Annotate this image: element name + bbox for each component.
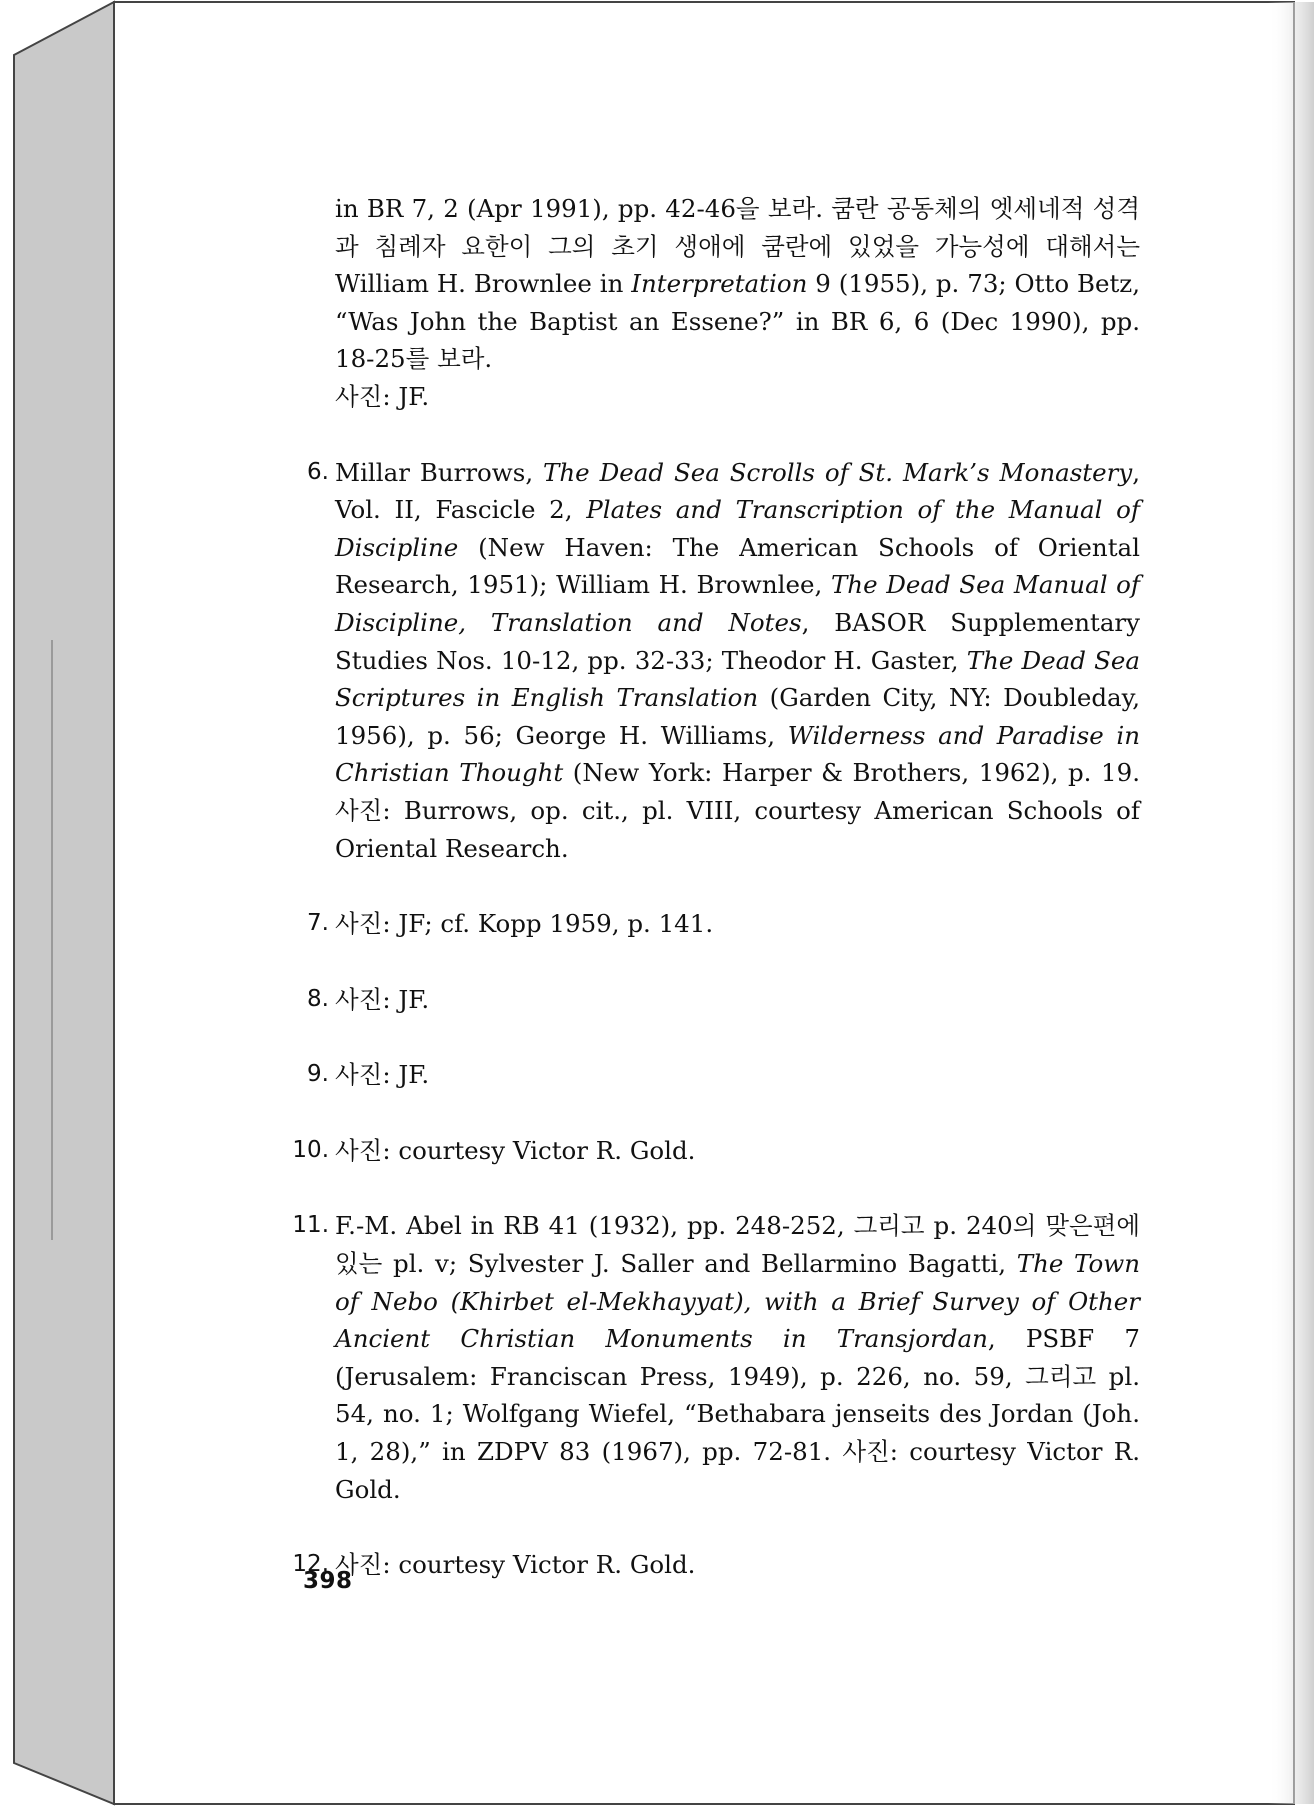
footnote-text [335,981,1140,1019]
footnote-text-segment: (Garden City, NY: Doubleday, 1956), p. 56; George H. Williams, [335,683,1140,750]
footnote-10 [292,1132,1140,1170]
page-number: 398 [303,1568,353,1594]
footnote-text-segment: , BASOR Supplementary Studies Nos. 10-12, pp. 32-33; Theodor H. Gaster, [335,607,1140,675]
footnote-text [335,1546,1140,1584]
footnote-text [335,1132,1140,1170]
footnote-text-segment: 사진: courtesy Victor R. Gold. [335,1135,696,1165]
footnote-text-segment: F.-M. Abel in RB 41 (1932), pp. 248-252, 그리고 p. 240의 맞은편에 있는 pl. v; Sylvester J. Saller and Bellarmino Bagatti, [335,1211,1140,1279]
page-right-shadow [1268,2,1314,1804]
footnote-number: 9. [307,1061,329,1088]
footnote-text-segment: Millar Burrows, [335,457,544,487]
footnote-number: 7. [307,910,329,937]
footnote-text [335,1056,1140,1094]
continued-note [335,190,1140,416]
footnote-7 [307,905,1140,943]
footnote-number: 12. [292,1551,329,1578]
footnote-number: 11. [292,1212,329,1239]
footnote-text-segment: 사진: JF; cf. Kopp 1959, p. 141. [335,909,714,939]
footnote-text [335,1207,1140,1508]
footnote-number: 8. [307,985,329,1012]
continued-text-b: 9 (1955), p. 73; Otto Betz, “Was John the Baptist an Essene?” in BR 6, 6 (Dec 1990), pp. 18-25를 보라. [335,269,1140,374]
footnote-8 [307,981,1140,1019]
footnote-text-segment: 사진: JF. [335,1060,430,1090]
footnote-title-italic: The Dead Sea Scrolls of St. Mark’s Monastery [543,457,1133,487]
continued-text-a: in BR 7, 2 (Apr 1991), pp. 42-46을 보라. 쿰란 공동체의 엣세네적 성격과 침례자 요한이 그의 초기 생애에 쿰란에 있었을 가능성에 대해서는 William H. Brownlee in [335,194,1140,299]
footnote-text-segment: , PSBF 7 (Jerusalem: Franciscan Press, 1949), p. 226, no. 59, 그리고 pl. 54, no. 1; Wolfgang Wiefel, “Bethabara jenseits des Jordan (Joh. 1, 28),” in ZDPV 83 (1967), pp. 72-81. 사진: courtesy Victor R. Gold. [335,1324,1140,1504]
footnote-number: 6. [307,458,329,485]
footnote-title-italic: The Town of Nebo (Khirbet el-Mekhayyat), with a Brief Survey of Other Ancient Christian Monuments in Transjordan [335,1249,1140,1354]
footnote-text [335,905,1140,943]
footnote-text-segment: , Vol. II, Fascicle 2, [335,457,1140,525]
continued-photo-credit: 사진: JF. [335,381,430,411]
footnote-text-segment: (New York: Harper & Brothers, 1962), p. 19. 사진: Burrows, op. cit., pl. VIII, courtesy American Schools of Oriental Research. [335,758,1140,863]
footnote-6 [307,454,1140,868]
footnote-9 [307,1056,1140,1094]
book-spine [14,2,114,1804]
footnote-title-italic: The Dead Sea Manual of Discipline, Translation and Notes [335,570,1140,637]
footnote-title-italic: Plates and Transcription of the Manual of Discipline [335,495,1140,562]
footnote-number: 10. [292,1136,329,1163]
footnote-11 [292,1207,1140,1508]
footnote-title-italic: The Dead Sea Scriptures in English Translation [335,645,1140,713]
footnote-text-segment: 사진: courtesy Victor R. Gold. [335,1550,696,1580]
footnote-title-italic: Wilderness and Paradise in Christian Thought [335,720,1140,788]
continued-text-italic: Interpretation [631,269,808,299]
footnote-text [335,454,1140,868]
footnote-text-segment: (New Haven: The American Schools of Oriental Research, 1951); William H. Brownlee, [335,532,1140,600]
footnote-text-segment: 사진: JF. [335,984,430,1014]
